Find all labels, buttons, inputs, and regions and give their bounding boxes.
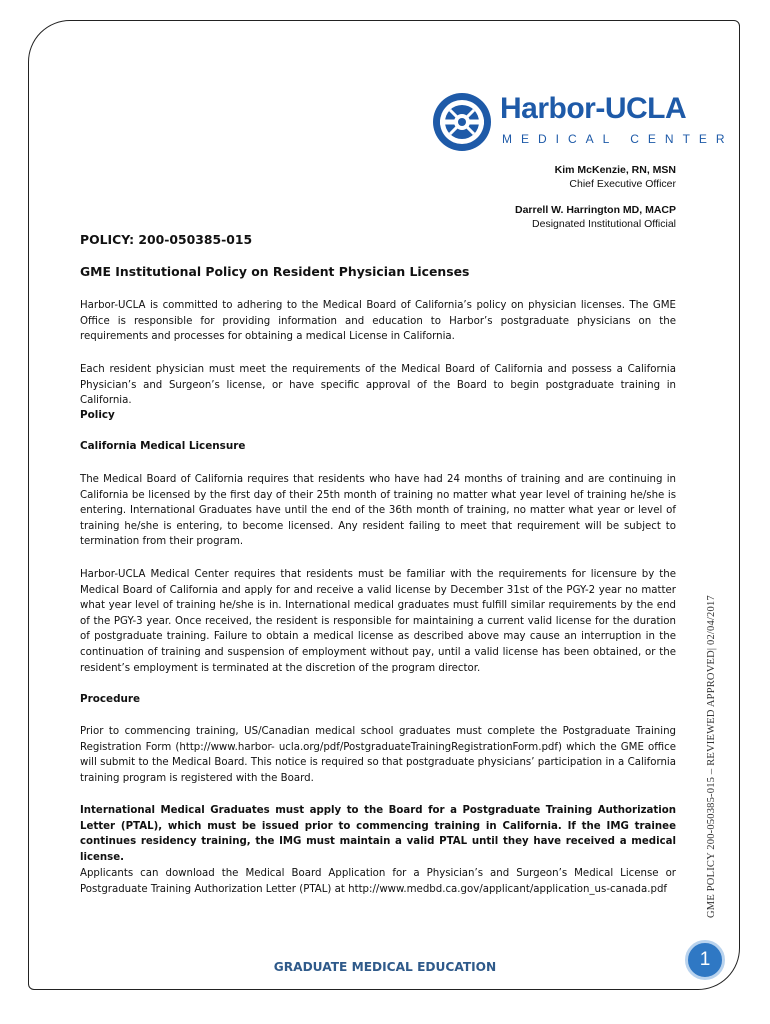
paragraph-intro: Harbor-UCLA is committed to adhering to the Medical Board of California’s policy on physician licenses. The GME Office is responsible for providing information and education to Harbor’s postgraduate physicians on the requirements and processes for obtaining a medical License in California. (80, 300, 676, 343)
policy-title: GME Institutional Policy on Resident Physician Licenses (80, 264, 470, 279)
officer-title: Designated Institutional Official (532, 218, 676, 230)
paragraph-prior: Prior to commencing training, US/Canadian medical school graduates must complete the Postgraduate Training Registration Form (http://www.harbor- ucla.org/pdf/PostgraduateTrainingRegistrationForm.pdf) which the GME office will submit to the Medical Board. This notice is required so that postgraduate physicians’ participation in a California training program is registered with the Board. (80, 726, 676, 784)
officer-name: Kim McKenzie, RN, MSN (554, 164, 676, 176)
paragraph-center: Harbor-UCLA Medical Center requires that residents must be familiar with the requirements for licensure by the Medical Board of California and apply for and receive a valid license by December 31st of the PGY-2 year no matter what year level of training he/she is in. International medical graduates must fulfill similar requirements by the end of the PGY-3 year. Once received, the resident is responsible for maintaining a current valid license for the duration of postgraduate training. Failure to obtain a medical license as described above may cause an interruption in the continuation of training and suspension of employment without pay, until a valid license has been obtained, or the resident’s employment is terminated at the discretion of the program director. (80, 569, 676, 674)
logo-name: Harbor-UCLA (500, 92, 687, 125)
paragraph-requirement: Each resident physician must meet the requirements of the Medical Board of California and possess a California Physician’s and Surgeon’s license, or have specific approval of the Board to begin postgraduate training in California. (80, 364, 676, 407)
footer-title: GRADUATE MEDICAL EDUCATION (273, 960, 497, 974)
section-heading-procedure: Procedure (80, 693, 141, 705)
harbor-ucla-logo (430, 88, 734, 154)
officer-name: Darrell W. Harrington MD, MACP (514, 204, 676, 216)
section-heading-policy: Policy (80, 409, 115, 421)
logo-emblem-icon (430, 90, 494, 154)
side-review-note: GME POLICY 200-050385-015 – REVIEWED APPROVED| 02/04/2017 (706, 595, 717, 918)
section-heading-licensure: California Medical Licensure (80, 440, 246, 452)
paragraph-board: The Medical Board of California requires that residents who have had 24 months of training and are continuing in California be licensed by the first day of their 25th month of training no matter what year level of training he/she is entering. International Graduates have until the end of the 36th month of training, no matter what year or level of training he/she is entering, to become licensed. Any resident failing to meet that requirement will be subject to termination from their program. (80, 474, 676, 548)
paragraph-img: International Medical Graduates must apply to the Board for a Postgraduate Training Authorization Letter (PTAL), which must be issued prior to commencing training in California. If the IMG trainee continues residency training, the IMG must maintain a valid PTAL until they have received a medical license. (80, 805, 676, 863)
officer-ceo (555, 163, 676, 191)
policy-number: POLICY: 200-050385-015 (80, 232, 253, 247)
page-number-badge: 1 (685, 940, 725, 980)
paragraph-applicants: Applicants can download the Medical Board Application for a Physician’s and Surgeon’s Medical License or Postgraduate Training Authorization Letter (PTAL) at http://www.medbd.ca.gov/applicant/application_us-canada.pdf (80, 868, 676, 895)
officer-title: Chief Executive Officer (569, 178, 676, 190)
logo-subtitle: MEDICAL CENTER (502, 132, 734, 146)
officer-dio (515, 203, 676, 231)
